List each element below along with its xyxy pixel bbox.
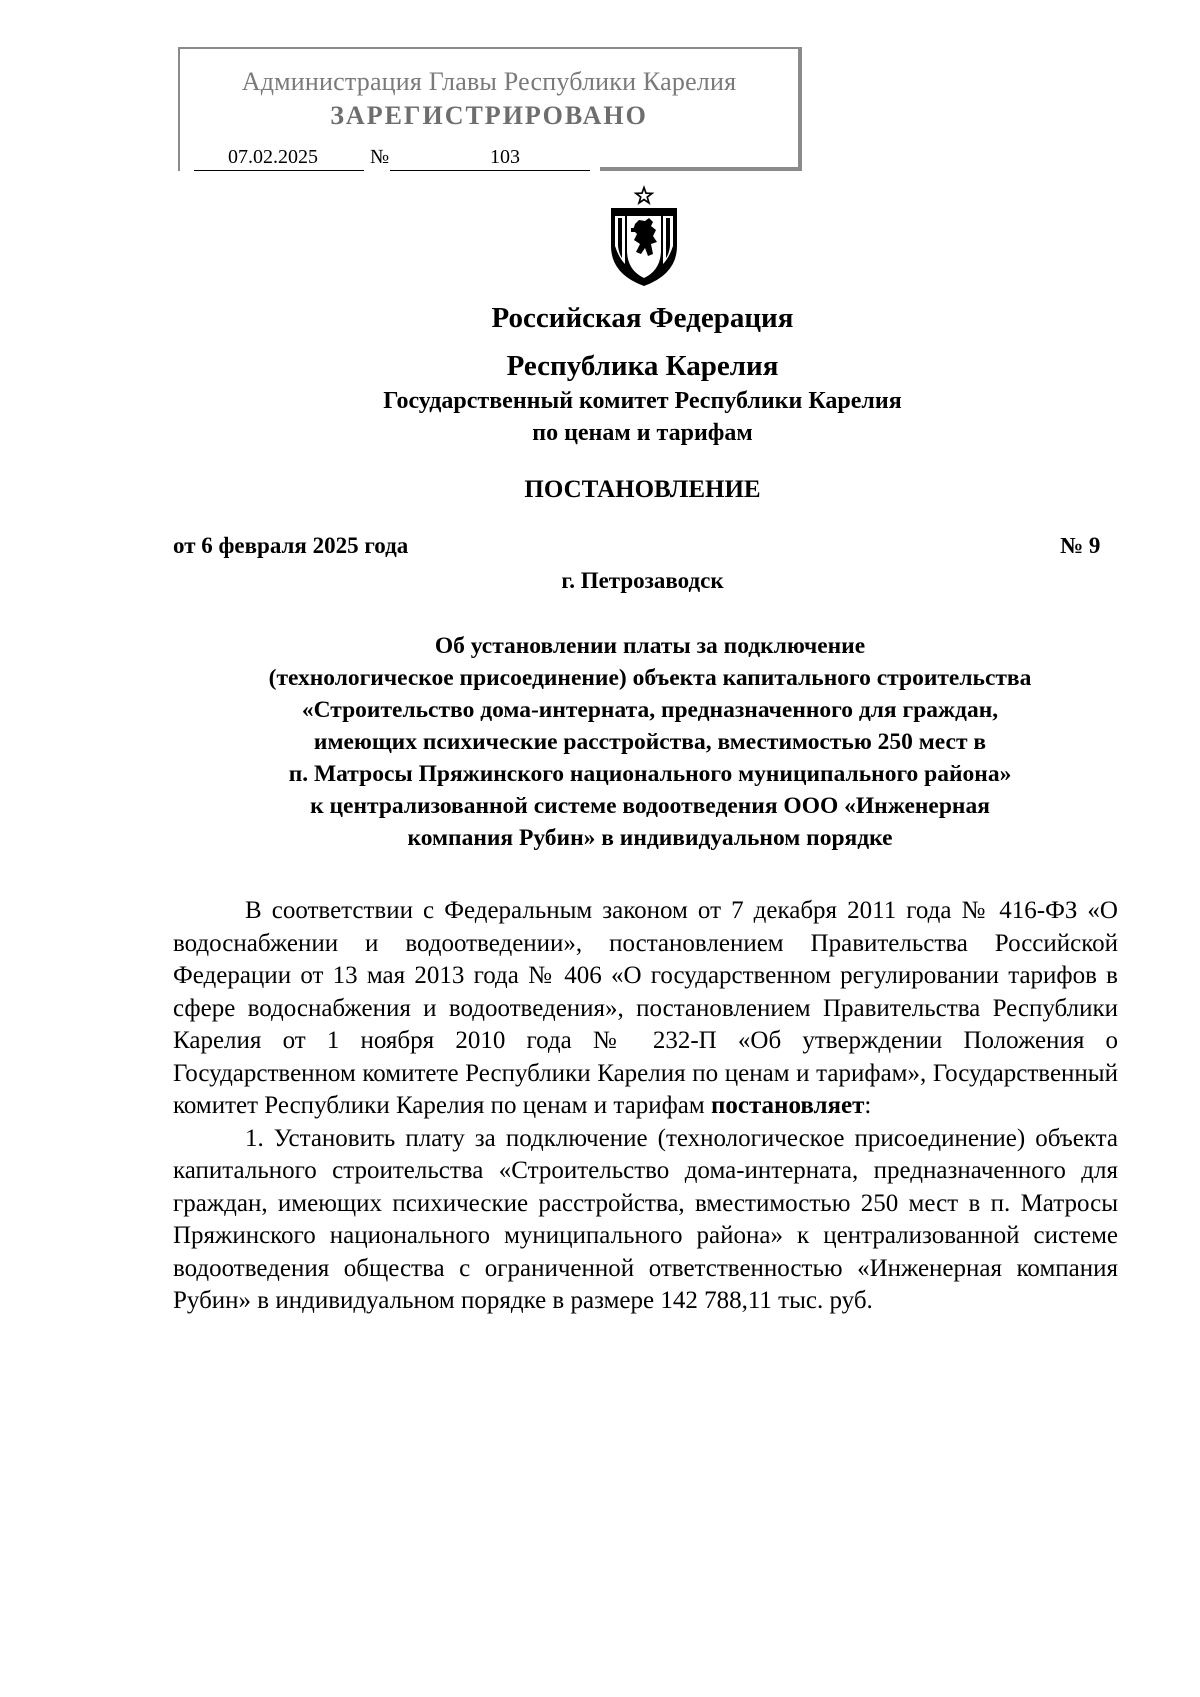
title-line: Об установлении платы за подключение bbox=[434, 633, 866, 659]
preamble-text: В соответствии с Федеральным законом от 7 декабря 2011 года № 416-ФЗ «О водоснабжении и водоотведении», постановлением Правительства Российской Федерации от 13 мая 2013 года № 406 «О государственном регулировании тарифов в сфере водоснабжения и водоотведения», постановлением Правительства Республики Карелия от 1 ноября 2010 года № 232-П «Об утверждении Положения о Государственном комитете Республики Карелия по ценам и тарифам», Государственный комитет Республики Карелия по ценам и тарифам bbox=[173, 897, 1118, 1119]
title-line: к централизованной системе водоотведения ООО «Инженерная bbox=[310, 793, 990, 819]
registration-stamp bbox=[178, 47, 802, 171]
preamble-colon: : bbox=[864, 1092, 872, 1119]
title-line: «Строительство дома-интерната, предназначенного для граждан, bbox=[301, 697, 999, 723]
title-line: компания Рубин» в индивидуальном порядке bbox=[407, 825, 893, 851]
title-line: имеющих психические расстройства, вместимостью 250 мест в bbox=[313, 729, 987, 755]
title-line: п. Матросы Пряжинского национального муниципального района» bbox=[288, 761, 1012, 787]
document-date: от 6 февраля 2025 года bbox=[173, 533, 409, 558]
stamp-registration-row bbox=[180, 145, 600, 171]
document-city: г. Петрозаводск bbox=[561, 568, 724, 593]
stamp-date: 07.02.2025 bbox=[228, 146, 318, 168]
stamp-registered: ЗАРЕГИСТРИРОВАНО bbox=[330, 101, 648, 130]
committee-name-line2: по ценам и тарифам bbox=[532, 420, 753, 446]
body-paragraph-preamble bbox=[173, 895, 1118, 1123]
stamp-administration: Администрация Главы Республики Карелия bbox=[241, 67, 737, 96]
document-type: ПОСТАНОВЛЕНИЕ bbox=[524, 476, 761, 503]
stamp-number: 103 bbox=[490, 146, 520, 168]
document-number: № 9 bbox=[1060, 533, 1101, 558]
country-name: Российская Федерация bbox=[491, 302, 794, 334]
republic-name: Республика Карелия bbox=[506, 350, 779, 382]
committee-name-line1: Государственный комитет Республики Карелия bbox=[383, 388, 902, 414]
karelia-coat-of-arms-icon bbox=[601, 184, 687, 290]
resolves-keyword: постановляет bbox=[710, 1092, 865, 1119]
title-line: (технологическое присоединение) объекта капитального строительства bbox=[268, 665, 1032, 691]
stamp-number-sign: № bbox=[370, 146, 390, 168]
body-paragraph-item-1: 1. Установить плату за подключение (технологическое присоединение) объекта капитального строительства «Строительство дома-интерната, предназначенного для граждан, имеющих психические расстройства, вместимостью 250 мест в п. Матросы Пряжинского национального муниципального района» к централизованной системе водоотведения общества с ограниченной ответственностью «Инженерная компания Рубин» в индивидуальном порядке в размере 142 788,11 тыс. руб. bbox=[173, 1124, 1118, 1314]
document-title bbox=[160, 630, 1140, 854]
document-body bbox=[173, 895, 1118, 1318]
